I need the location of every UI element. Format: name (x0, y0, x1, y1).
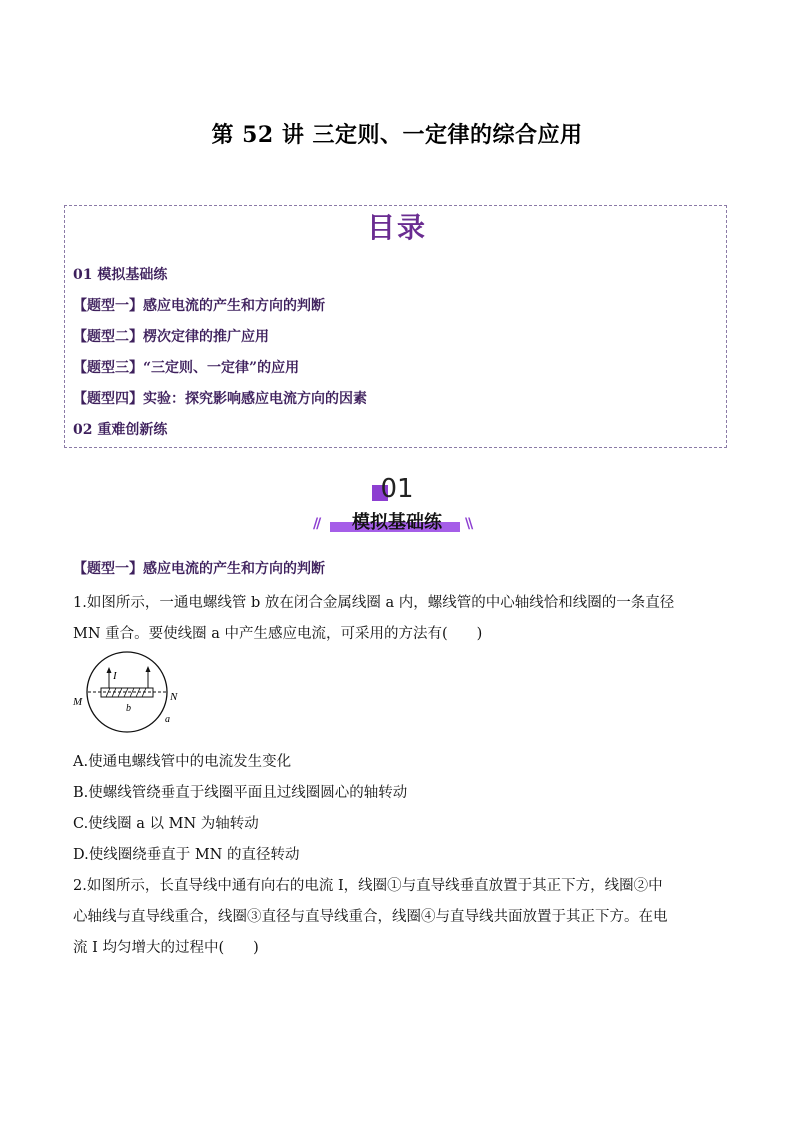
section-label: 模拟基础练 (352, 512, 442, 533)
toc-item-type-4[interactable]: 【题型四】实验：探究影响感应电流方向的因素 (73, 391, 367, 407)
q1-option-d[interactable]: D.使线圈绕垂直于 MN 的直径转动 (73, 847, 300, 863)
q1-option-b[interactable]: B.使螺线管绕垂直于线圈平面且过线圈圆心的轴转动 (73, 785, 408, 801)
solenoid-windings (106, 688, 146, 697)
q2-line-1: 2.如图所示，长直导线中通有向右的电流 I，线圈①与直导线垂直放置于其正下方，线圈②中 (73, 878, 663, 894)
right-slash-decoration: \\ (465, 516, 472, 532)
label-current: I (113, 670, 117, 682)
left-slash-decoration: // (313, 516, 320, 532)
q2-line-3: 流 I 均匀增大的过程中( ) (73, 940, 259, 956)
q1-option-a[interactable]: A.使通电螺线管中的电流发生变化 (73, 754, 292, 770)
right-arrow-icon (146, 666, 151, 672)
q2-line-2: 心轴线与直导线重合，线圈③直径与直导线重合，线圈④与直导线共面放置于其正下方。在电 (73, 909, 668, 925)
page-title: 第 52 讲 三定则、一定律的综合应用 (211, 122, 583, 148)
toc-item-basic-practice[interactable]: 01 模拟基础练 (73, 267, 168, 283)
q1-line-1: 1.如图所示，一通电螺线管 b 放在闭合金属线圈 a 内，螺线管的中心轴线恰和线圈的一条直径 (73, 595, 675, 611)
solenoid-coil-figure (70, 650, 190, 744)
toc-item-type-1[interactable]: 【题型一】感应电流的产生和方向的判断 (73, 298, 325, 314)
figure-svg (70, 650, 190, 740)
label-m: M (73, 696, 83, 708)
label-n: N (170, 691, 178, 703)
section-number: 01 (380, 474, 414, 504)
current-arrow-icon (107, 667, 112, 673)
toc-item-type-2[interactable]: 【题型二】楞次定律的推广应用 (73, 329, 269, 345)
q1-option-c[interactable]: C.使线圈 a 以 MN 为轴转动 (73, 816, 259, 832)
q1-line-2: MN 重合。要使线圈 a 中产生感应电流，可采用的方法有( ) (73, 626, 483, 642)
question-type-heading: 【题型一】感应电流的产生和方向的判断 (73, 561, 325, 577)
toc-item-advanced-practice[interactable]: 02 重难创新练 (73, 422, 168, 438)
label-b: b (126, 703, 131, 714)
toc-heading: 目录 (366, 211, 427, 244)
toc-item-type-3[interactable]: 【题型三】“三定则、一定律”的应用 (73, 360, 300, 376)
label-a: a (165, 714, 170, 725)
